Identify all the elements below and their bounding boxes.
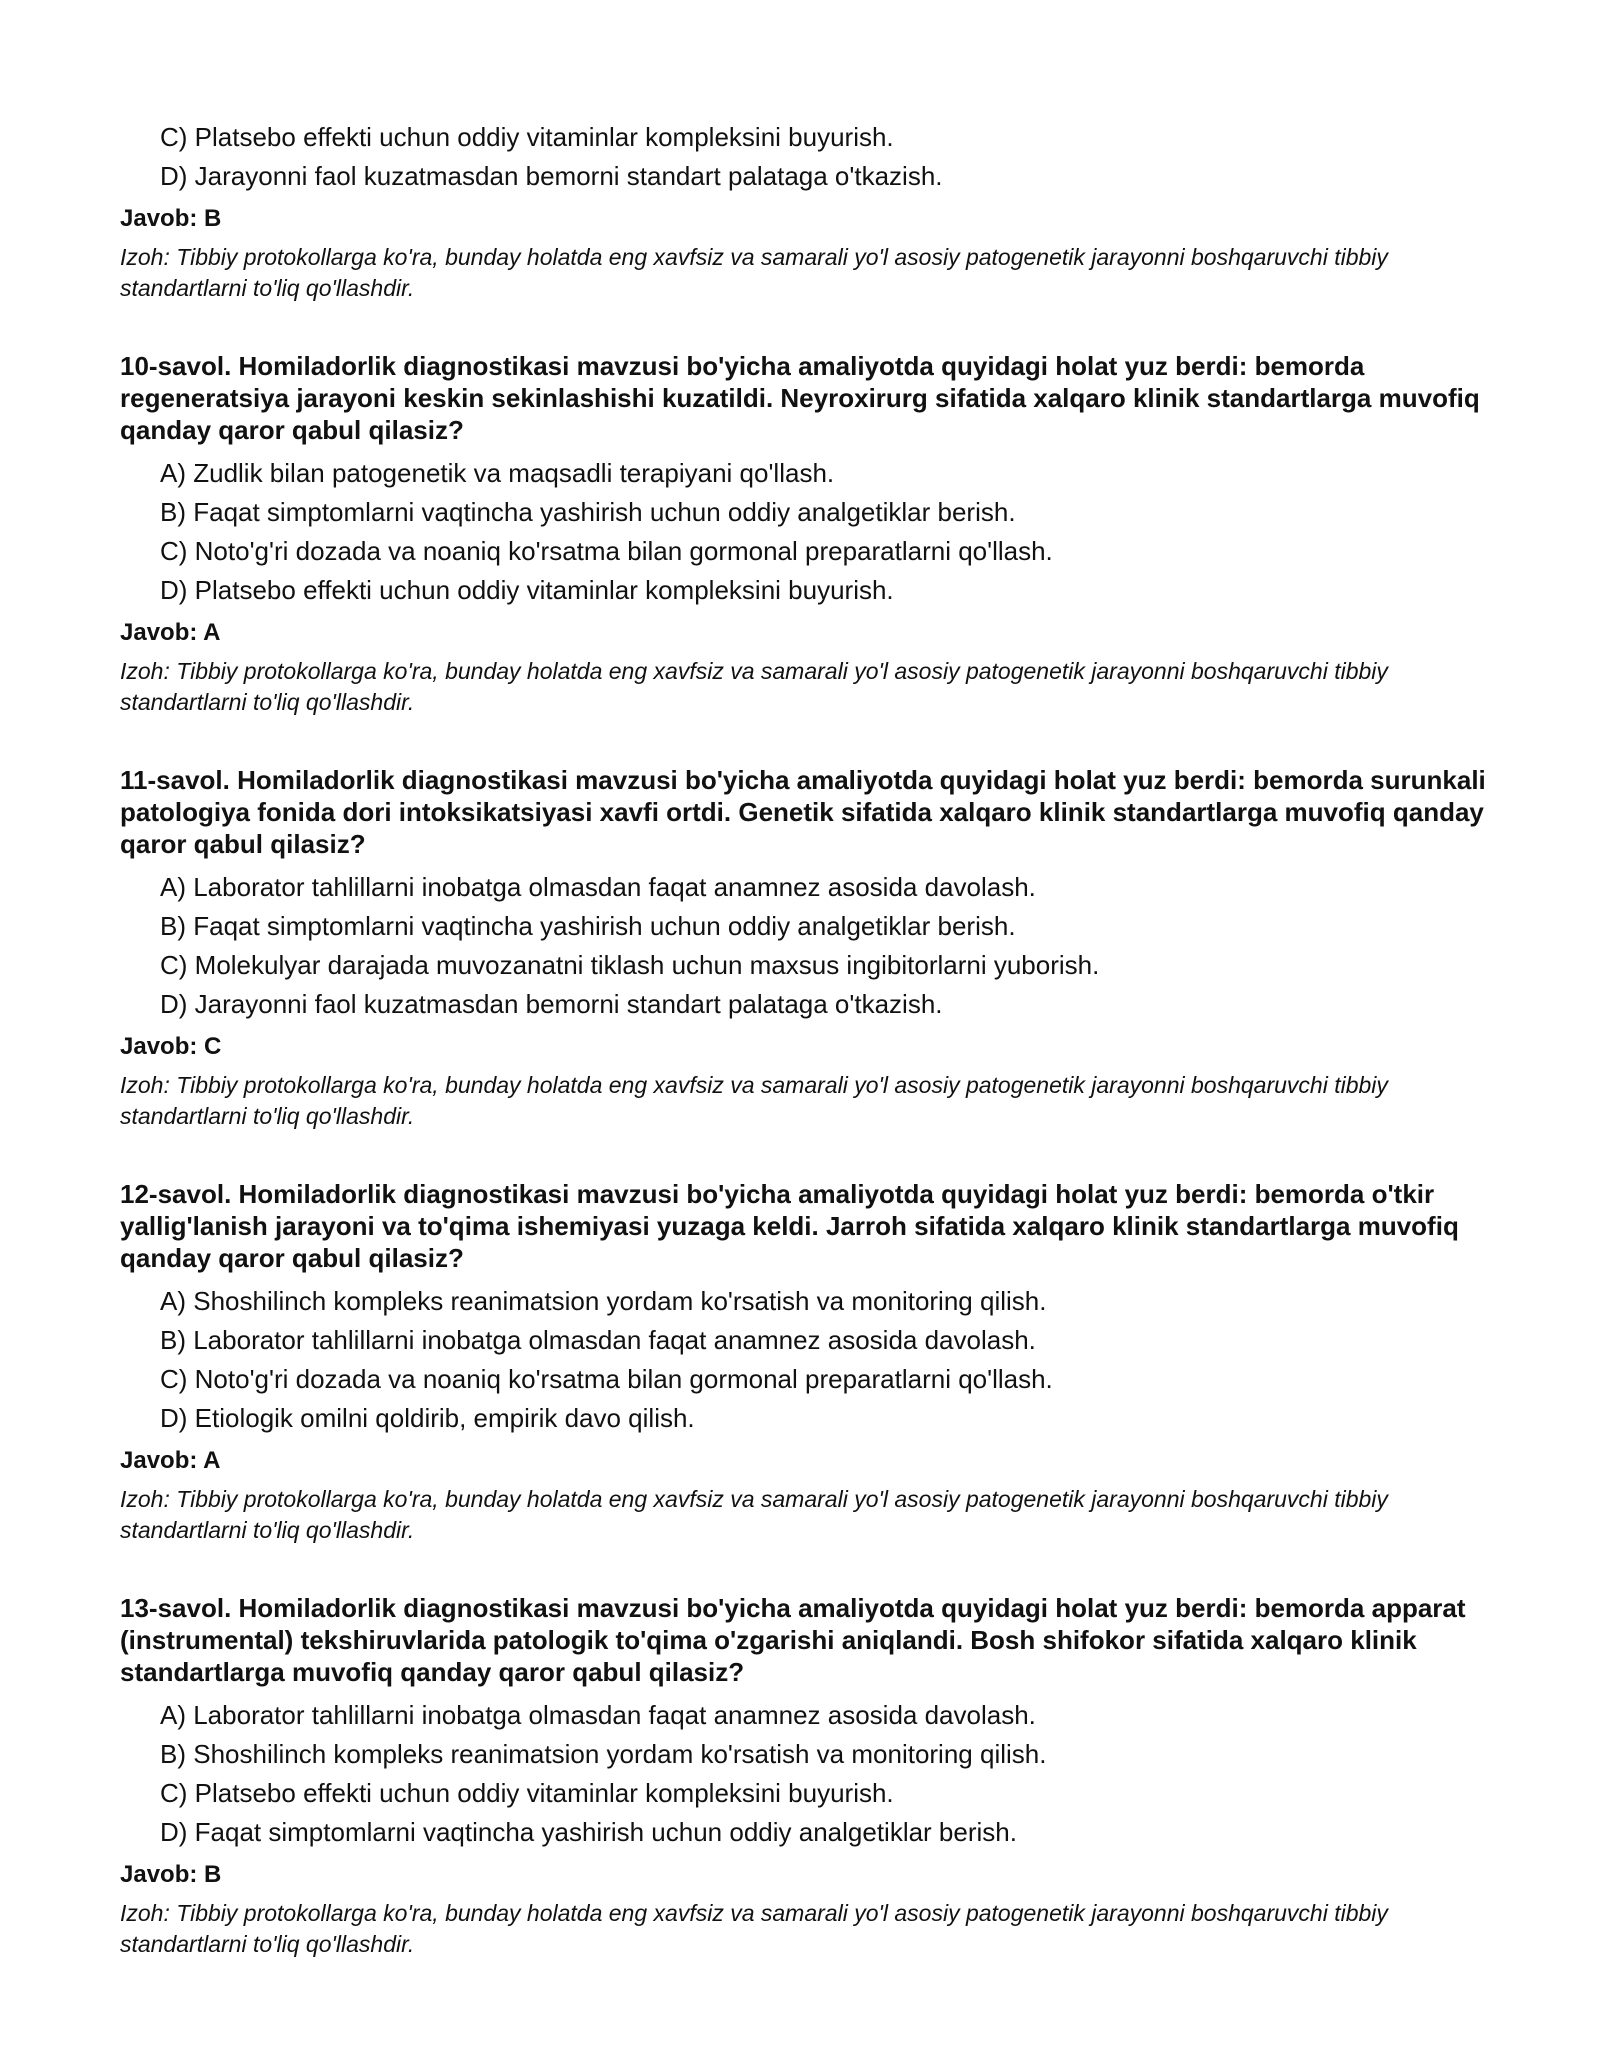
option-a: A) Zudlik bilan patogenetik va maqsadli terapiyani qo'llash. [160,458,835,488]
explanation-note: Izoh: Tibbiy protokollarga ko'ra, bunday holatda eng xavfsiz va samarali yo'l asosiy patogenetik jarayonni boshqaruvchi tibbiy standartlarni to'liq qo'llashdir. [120,1486,1388,1543]
explanation-note: Izoh: Tibbiy protokollarga ko'ra, bunday holatda eng xavfsiz va samarali yo'l asosiy patogenetik jarayonni boshqaruvchi tibbiy standartlarni to'liq qo'llashdir. [120,244,1388,301]
option-a: A) Shoshilinch kompleks reanimatsion yordam ko'rsatish va monitoring qilish. [160,1286,1047,1316]
option-b: B) Faqat simptomlarni vaqtincha yashirish uchun oddiy analgetiklar berish. [160,911,1016,941]
option-b: B) Shoshilinch kompleks reanimatsion yordam ko'rsatish va monitoring qilish. [160,1739,1047,1769]
answer-line: Javob: B [120,205,222,232]
document-page [120,118,1500,1960]
option-c: C) Platsebo effekti uchun oddiy vitaminlar kompleksini buyurish. [160,122,894,152]
option-b: B) Faqat simptomlarni vaqtincha yashirish uchun oddiy analgetiklar berish. [160,497,1016,527]
question-text: 12-savol. Homiladorlik diagnostikasi mavzusi bo'yicha amaliyotda quyidagi holat yuz berdi: bemorda o'tkir yallig'lanish jarayoni va to'qima ishemiyasi yuzaga keldi. Jarroh sifatida xalqaro klinik standartlarga muvofiq qanday qaror qabul qilasiz? [120,1179,1459,1273]
option-c: C) Molekulyar darajada muvozanatni tiklash uchun maxsus ingibitorlarni yuborish. [160,950,1100,980]
question-12 [120,1178,1500,1546]
option-a: A) Laborator tahlillarni inobatga olmasdan faqat anamnez asosida davolash. [160,1700,1036,1730]
option-d: D) Platsebo effekti uchun oddiy vitaminlar kompleksini buyurish. [160,575,894,605]
answer-line: Javob: C [120,1033,222,1060]
option-b: B) Laborator tahlillarni inobatga olmasdan faqat anamnez asosida davolash. [160,1325,1036,1355]
option-d: D) Jarayonni faol kuzatmasdan bemorni standart palataga o'tkazish. [160,989,943,1019]
option-c: C) Noto'g'ri dozada va noaniq ko'rsatma bilan gormonal preparatlarni qo'llash. [160,536,1053,566]
question-10 [120,350,1500,718]
option-d: D) Faqat simptomlarni vaqtincha yashirish uchun oddiy analgetiklar berish. [160,1817,1017,1847]
question-13 [120,1592,1500,1960]
question-text: 11-savol. Homiladorlik diagnostikasi mavzusi bo'yicha amaliyotda quyidagi holat yuz berdi: bemorda surunkali patologiya fonida dori intoksikatsiyasi xavfi ortdi. Genetik sifatida xalqaro klinik standartlarga muvofiq qanday qaror qabul qilasiz? [120,765,1486,859]
answer-line: Javob: B [120,1861,222,1888]
answer-line: Javob: A [120,619,221,646]
option-c: C) Platsebo effekti uchun oddiy vitaminlar kompleksini buyurish. [160,1778,894,1808]
continued-question-block [120,118,1500,304]
explanation-note: Izoh: Tibbiy protokollarga ko'ra, bunday holatda eng xavfsiz va samarali yo'l asosiy patogenetik jarayonni boshqaruvchi tibbiy standartlarni to'liq qo'llashdir. [120,1072,1388,1129]
option-d: D) Etiologik omilni qoldirib, empirik davo qilish. [160,1403,695,1433]
question-text: 10-savol. Homiladorlik diagnostikasi mavzusi bo'yicha amaliyotda quyidagi holat yuz berdi: bemorda regeneratsiya jarayoni keskin sekinlashishi kuzatildi. Neyroxirurg sifatida xalqaro klinik standartlarga muvofiq qanday qaror qabul qilasiz? [120,351,1480,445]
question-text: 13-savol. Homiladorlik diagnostikasi mavzusi bo'yicha amaliyotda quyidagi holat yuz berdi: bemorda apparat (instrumental) tekshiruvlarida patologik to'qima o'zgarishi aniqlandi. Bosh shifokor sifatida xalqaro klinik standartlarga muvofiq qanday qaror qabul qilasiz? [120,1593,1466,1687]
answer-line: Javob: A [120,1447,221,1474]
option-c: C) Noto'g'ri dozada va noaniq ko'rsatma bilan gormonal preparatlarni qo'llash. [160,1364,1053,1394]
explanation-note: Izoh: Tibbiy protokollarga ko'ra, bunday holatda eng xavfsiz va samarali yo'l asosiy patogenetik jarayonni boshqaruvchi tibbiy standartlarni to'liq qo'llashdir. [120,1900,1388,1957]
option-a: A) Laborator tahlillarni inobatga olmasdan faqat anamnez asosida davolash. [160,872,1036,902]
explanation-note: Izoh: Tibbiy protokollarga ko'ra, bunday holatda eng xavfsiz va samarali yo'l asosiy patogenetik jarayonni boshqaruvchi tibbiy standartlarni to'liq qo'llashdir. [120,658,1388,715]
option-d: D) Jarayonni faol kuzatmasdan bemorni standart palataga o'tkazish. [160,161,943,191]
question-11 [120,764,1500,1132]
